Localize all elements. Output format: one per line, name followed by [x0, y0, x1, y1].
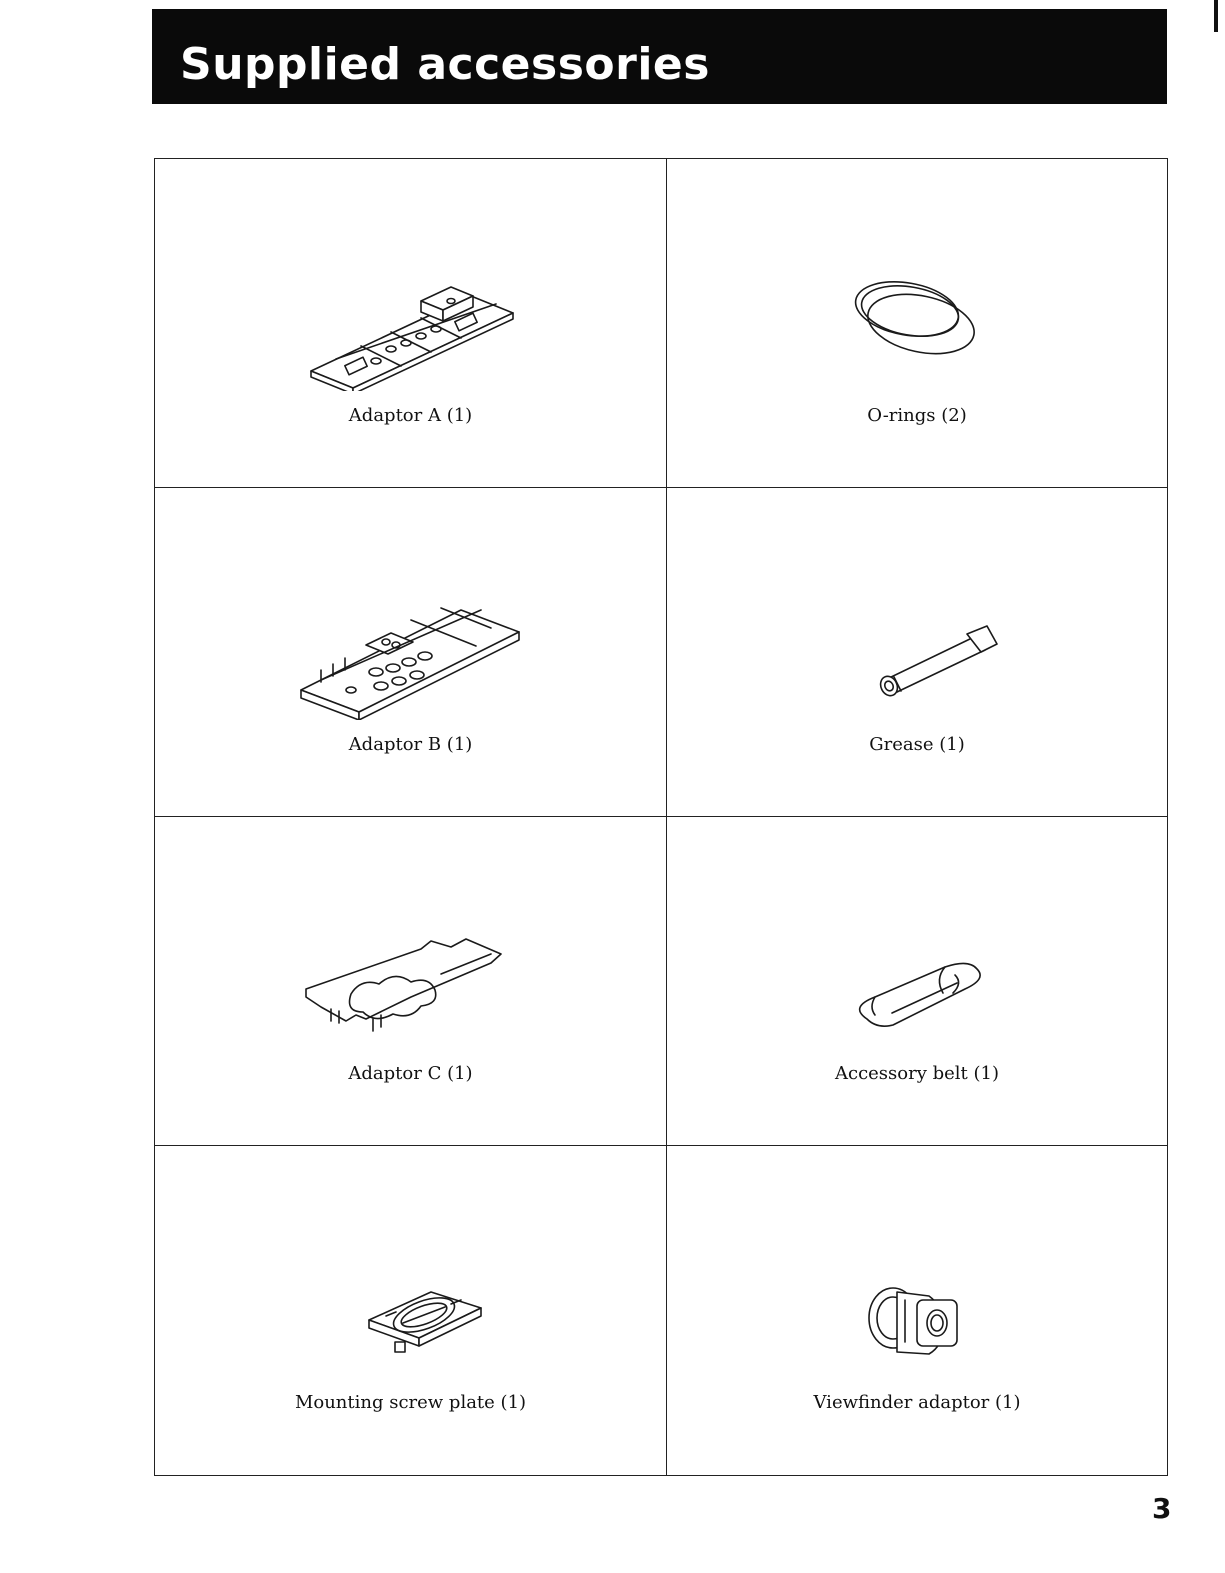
accessory-cell-adaptor-b [155, 488, 667, 817]
accessory-cell-mounting-screw-plate [155, 1146, 667, 1475]
accessory-label: Accessory belt (1) [834, 1063, 999, 1084]
adaptor-a-icon [291, 221, 531, 391]
accessory-belt-icon [797, 879, 1037, 1049]
page-edge-mark [1214, 0, 1218, 32]
accessory-cell-o-rings [667, 159, 1167, 488]
accessory-cell-viewfinder-adaptor [667, 1146, 1167, 1475]
accessory-cell-adaptor-c [155, 817, 667, 1146]
accessory-label: Viewfinder adaptor (1) [813, 1392, 1021, 1413]
accessory-label: Adaptor A (1) [348, 405, 473, 426]
grease-tube-icon [797, 550, 1037, 720]
accessory-label: Grease (1) [869, 734, 965, 755]
accessory-cell-adaptor-a [155, 159, 667, 488]
page-title: Supplied accessories [180, 39, 710, 90]
accessories-grid [154, 158, 1168, 1476]
page-number: 3 [1152, 1492, 1172, 1525]
accessory-label: O-rings (2) [867, 405, 967, 426]
mounting-screw-plate-icon [291, 1208, 531, 1378]
o-rings-icon [797, 221, 1037, 391]
accessory-label: Adaptor C (1) [348, 1063, 473, 1084]
accessory-label: Mounting screw plate (1) [294, 1392, 527, 1413]
accessory-label: Adaptor B (1) [348, 734, 473, 755]
accessory-cell-accessory-belt [667, 817, 1167, 1146]
adaptor-b-icon [291, 550, 531, 720]
adaptor-c-icon [291, 879, 531, 1049]
viewfinder-adaptor-icon [797, 1208, 1037, 1378]
page-header [152, 9, 1167, 104]
accessory-cell-grease [667, 488, 1167, 817]
